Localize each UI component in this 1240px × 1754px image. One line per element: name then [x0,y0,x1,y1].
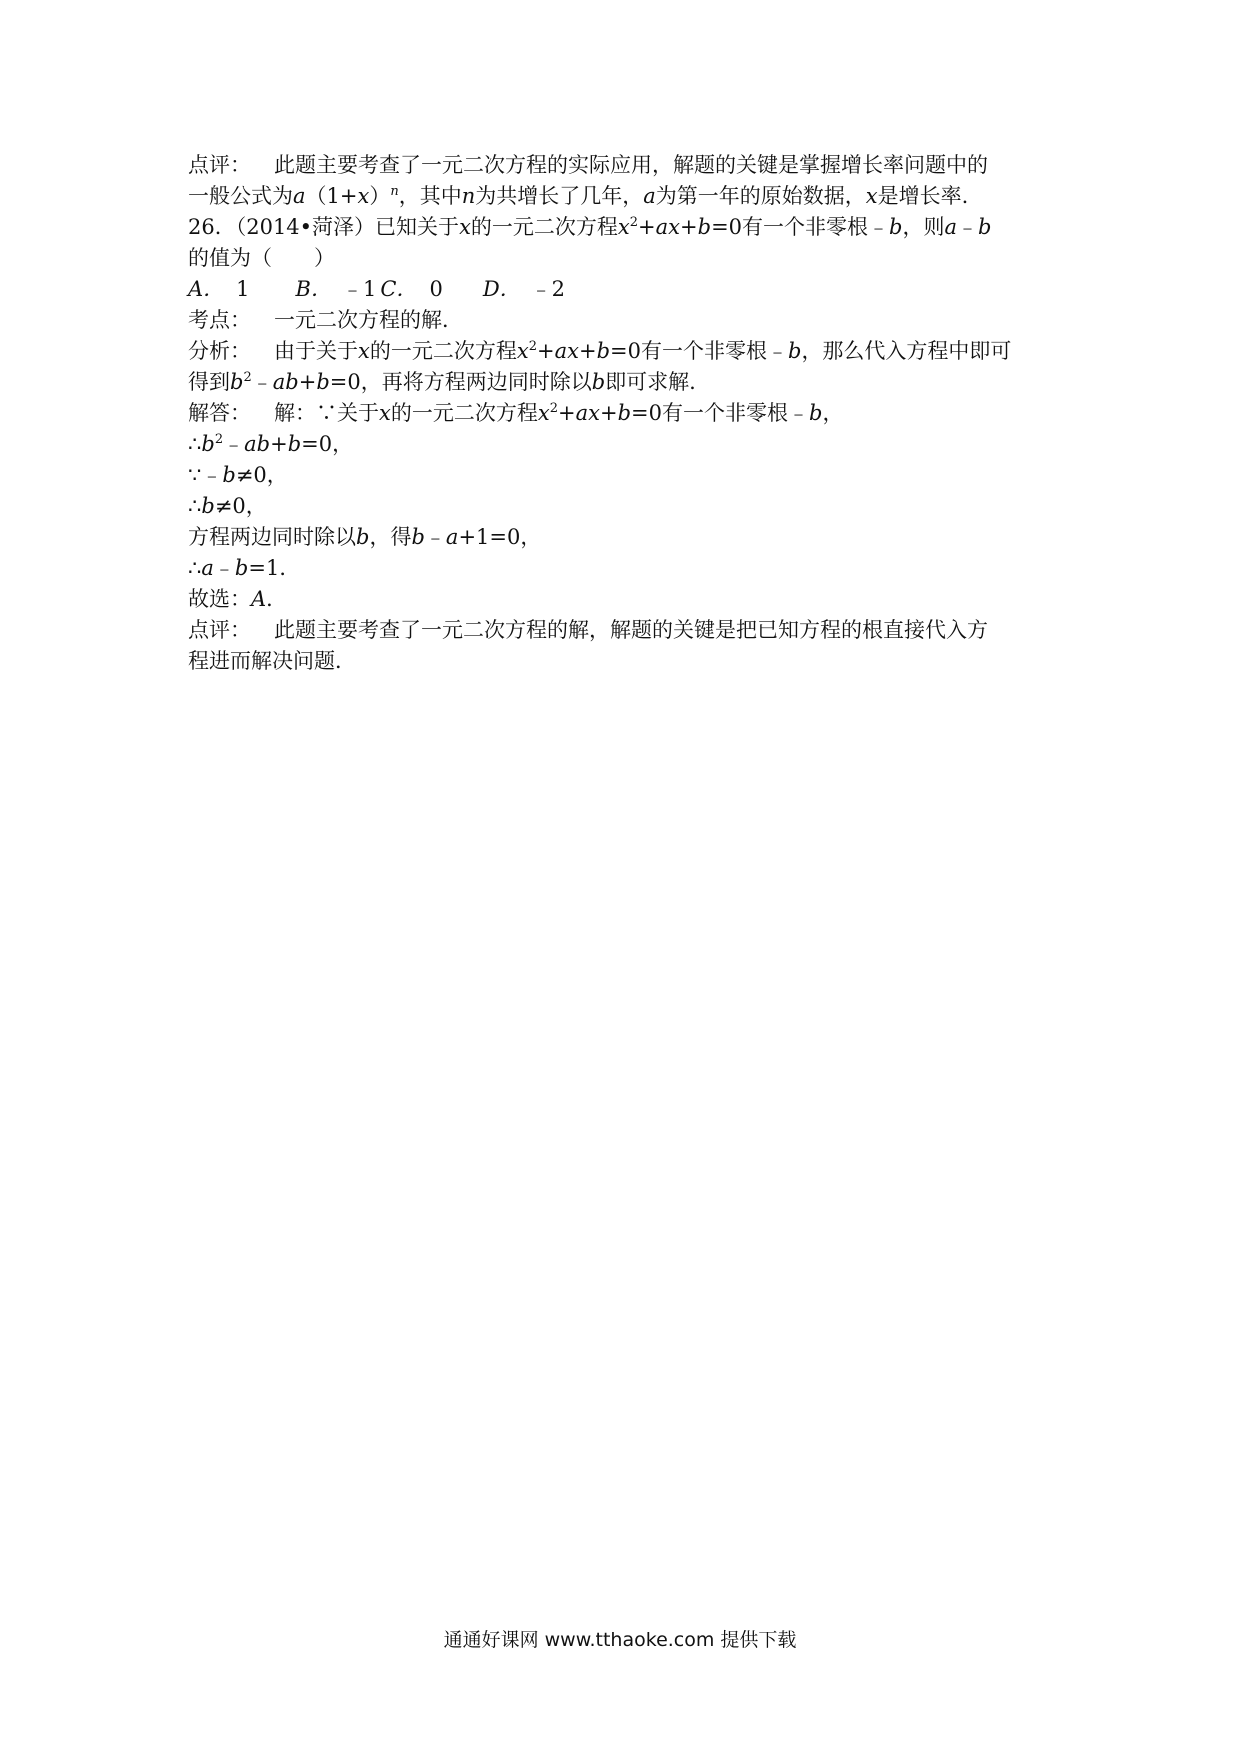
math-var: b [808,401,823,425]
jieda-step-4 [188,522,1068,553]
math-exponent: 2 [629,215,639,230]
option-c-value: 0 [429,277,443,301]
fenxi-line-2 [188,367,1068,398]
text-run: =0，再将方程两边同时除以 [329,370,592,394]
option-b-value: ﹣1 [341,277,377,301]
jieda-step-2 [188,460,1068,491]
kaodian-line [188,305,1068,336]
math-var: a [293,184,306,208]
text-run: ﹣ [957,215,979,239]
kaodian-text: 一元二次方程的解． [274,308,463,332]
text-run: ． [266,587,288,611]
text-run: + [557,401,576,425]
text-run: 为第一年的原始数据， [655,184,866,208]
text-run: 的一元二次方程 [369,339,517,363]
answer-options [188,274,1068,305]
math-var: n [461,184,476,208]
math-var: b [234,556,249,580]
math-exponent: n [390,184,399,199]
math-var: x [516,339,529,363]
therefore-symbol: ∴ [188,494,202,518]
text-run: ﹣ [213,556,235,580]
text-run: + [298,370,317,394]
document-body [188,150,1068,677]
fenxi-line-1 [188,336,1068,367]
text-run: 得到 [188,370,230,394]
review-2-line-1 [188,615,1068,646]
math-var: a [944,215,958,239]
jieda-step-5 [188,553,1068,584]
review-2-line-2 [188,646,1068,677]
math-var: ax [575,401,600,425]
option-a-label: A． [188,277,225,301]
math-var: b [287,432,302,456]
option-c-label: C． [380,277,418,301]
text-run: + [536,339,555,363]
because-symbol: ∵﹣ [188,463,223,487]
math-var: b [222,463,236,487]
text-run: 的一元二次方程 [470,215,618,239]
jieda-line-1 [188,398,1068,429]
math-var: x [537,401,550,425]
text-run: ， [822,401,844,425]
text-run: ≠0， [235,463,288,487]
jieda-step-1 [188,429,1068,460]
text-run: ﹣ [251,370,273,394]
review-label: 点评： [188,153,251,177]
math-var: b [201,432,215,456]
math-var: b [591,370,606,394]
text-run: 解：∵关于 [274,401,379,425]
math-var: b [787,339,802,363]
question-line-2 [188,243,1068,274]
answer-choice: A [251,587,267,611]
text-run: 一般公式为 [188,184,293,208]
text-run: =0有一个非零根﹣ [631,401,809,425]
math-var: x [358,339,370,363]
math-var: x [357,184,370,208]
review-text: 程进而解决问题． [188,649,356,673]
text-run: + [599,401,618,425]
math-var: a [201,556,214,580]
review-label: 点评： [188,618,251,642]
text-run: 即可求解. [605,370,696,394]
text-run: 故选： [188,587,251,611]
math-var: b [356,525,370,549]
math-var: b [316,370,330,394]
math-exponent: 2 [549,401,558,416]
math-exponent: 2 [528,339,537,354]
math-var: ax [554,339,579,363]
math-var: b [889,215,903,239]
text-run: （1+ [305,184,358,208]
math-var: b [617,401,632,425]
review-1-line-2 [188,181,1068,212]
text-run: + [270,432,288,456]
math-var: b [978,215,992,239]
text-run: 方程两边同时除以 [188,525,356,549]
math-var: b [596,339,611,363]
fenxi-label: 分析： [188,339,251,363]
option-d-value: ﹣2 [530,277,566,301]
question-line-1 [188,212,1068,243]
text-run: =0有一个非零根﹣ [711,215,890,239]
math-var: ax [655,215,681,239]
option-d-label: D． [482,277,521,301]
math-var: b [201,494,215,518]
question-number: 26．（2014•菏泽）已知关于 [188,215,460,239]
text-run: 是增长率. [877,184,969,208]
math-var: x [865,184,878,208]
text-run: 的值为（ ） [188,246,335,270]
option-b-label: B． [295,277,332,301]
jieda-label: 解答： [188,401,251,425]
text-run: 的一元二次方程 [390,401,538,425]
math-var: ab [272,370,299,394]
text-run: 由于关于 [274,339,358,363]
text-run: ，那么代入方程中即可 [801,339,1012,363]
text-run: ﹣ [223,432,245,456]
therefore-symbol: ∴ [188,432,202,456]
therefore-symbol: ∴ [188,556,202,580]
review-text: 此题主要考查了一元二次方程的实际应用，解题的关键是掌握增长率问题中的 [274,153,988,177]
text-run: ） [369,184,391,208]
math-var: x [459,215,471,239]
text-run: =0有一个非零根﹣ [610,339,788,363]
text-run: +1=0， [458,525,542,549]
math-var: x [379,401,391,425]
text-run: 为共增长了几年， [475,184,644,208]
page-footer: 通通好课网 www.tthaoke.com 提供下载 [443,1629,797,1651]
text-run: =0， [301,432,354,456]
text-run: + [638,215,656,239]
text-run: ﹣ [424,525,446,549]
math-exponent: 2 [214,432,224,447]
text-run: ，得 [369,525,412,549]
math-exponent: 2 [243,370,252,385]
math-var: x [617,215,630,239]
math-var: b [230,370,244,394]
jieda-answer [188,584,1068,615]
math-var: b [697,215,712,239]
math-var: a [445,525,459,549]
review-text: 此题主要考查了一元二次方程的解，解题的关键是把已知方程的根直接代入方 [274,618,988,642]
kaodian-label: 考点： [188,308,251,332]
math-var: a [643,184,656,208]
text-run: ，其中 [398,184,462,208]
option-a-value: 1 [236,277,250,301]
text-run: + [578,339,597,363]
review-1-line-1 [188,150,1068,181]
math-var: ab [244,432,271,456]
text-run: =1． [248,556,301,580]
jieda-step-3 [188,491,1068,522]
text-run: ，则 [902,215,945,239]
math-var: b [411,525,425,549]
text-run: + [680,215,698,239]
text-run: ≠0， [214,494,267,518]
